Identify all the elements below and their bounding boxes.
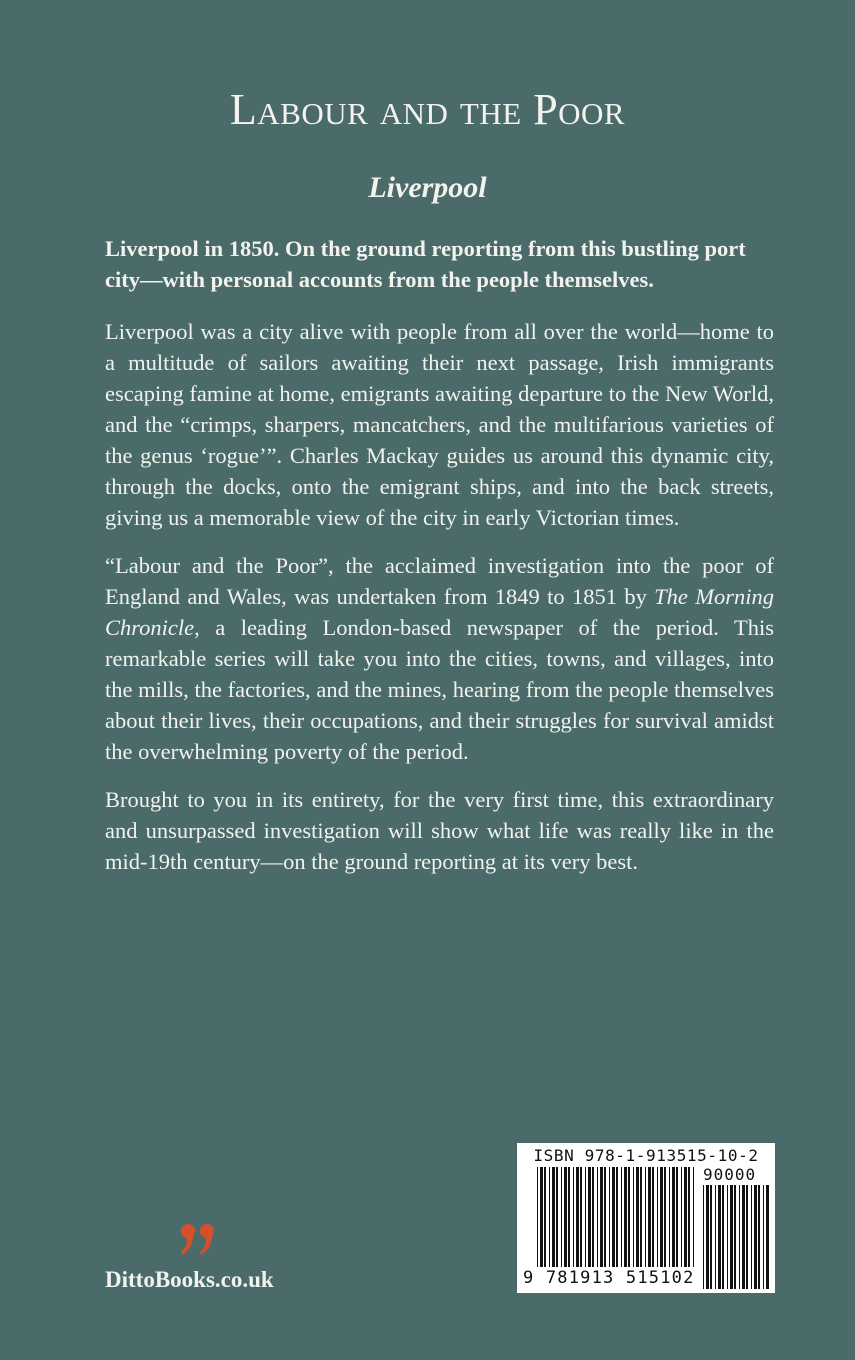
- book-subtitle: Liverpool: [368, 171, 487, 204]
- barcode-bar: [564, 1167, 567, 1267]
- isbn-barcode: [517, 1143, 775, 1293]
- barcode-bar: [561, 1167, 562, 1267]
- barcode-bar: [715, 1185, 716, 1289]
- barcode-bar: [727, 1185, 728, 1289]
- barcode-bar: [660, 1167, 663, 1267]
- barcode-bar: [597, 1167, 598, 1267]
- barcode-bar: [652, 1167, 654, 1267]
- barcode-bar: [633, 1167, 634, 1267]
- barcode-bar: [585, 1167, 586, 1267]
- barcode-bar: [672, 1167, 675, 1267]
- quote-mark-icon: [180, 1222, 220, 1256]
- barcode-bar: [609, 1167, 610, 1267]
- barcode-bar: [766, 1185, 769, 1289]
- barcode-bar: [742, 1185, 745, 1289]
- barcode-bar: [718, 1185, 721, 1289]
- barcode-bar: [657, 1167, 658, 1267]
- barcode-bar: [628, 1167, 630, 1267]
- barcode-bar: [645, 1167, 646, 1267]
- paragraph-2-start: “Labour and the Poor”, the acclaimed investigation into the poor of England and Wales, was undertaken from 1849 to 1851 by: [105, 553, 774, 609]
- barcode-bar: [681, 1167, 682, 1267]
- barcode-bar: [604, 1167, 606, 1267]
- lead-paragraph: Liverpool in 1850. On the ground reporting from this bustling port city—with personal accounts from the people themselves.: [105, 236, 746, 292]
- barcode-bar: [688, 1167, 690, 1267]
- barcode-bar: [556, 1167, 558, 1267]
- ean-digits: 9 781913 515102: [523, 1268, 695, 1288]
- publisher-url[interactable]: DittoBooks.co.uk: [105, 1267, 274, 1292]
- barcode-bar: [540, 1167, 543, 1267]
- barcode-bar: [636, 1167, 639, 1267]
- barcode-bar: [734, 1185, 736, 1289]
- barcode-bar: [722, 1185, 724, 1289]
- barcode-bar: [664, 1167, 666, 1267]
- barcode-bar: [703, 1185, 704, 1289]
- barcode-bar: [758, 1185, 760, 1289]
- barcode-bar: [746, 1185, 748, 1289]
- barcode-bar: [600, 1167, 603, 1267]
- newspaper-name: The Morning Chronicle: [105, 584, 774, 640]
- barcode-bar: [693, 1167, 694, 1267]
- paragraph-2-end: , a leading London-based newspaper of the period. This remarkable series will take you into the cities, towns, and villages, into the mills, the factories, and the mines, hearing from the people themselves about their lives, their occupations, and their struggles for survival amidst the overwhelming poverty of the period.: [105, 615, 774, 764]
- barcode-bar: [544, 1167, 546, 1267]
- blurb: [105, 233, 774, 894]
- blurb-paragraph-3: Brought to you in its entirety, for the very first time, this extraordinary and unsurpassed investigation will show what life was really like in the mid-19th century—on the ground reporting at its very best.: [105, 787, 774, 874]
- barcode-bar: [573, 1167, 574, 1267]
- barcode-bar: [580, 1167, 582, 1267]
- isbn-label: ISBN 978-1-913515-10-2: [533, 1146, 759, 1165]
- barcode-bar: [669, 1167, 670, 1267]
- blurb-paragraph-2: [105, 550, 774, 767]
- barcode-bar: [592, 1167, 594, 1267]
- blurb-paragraph-1: Liverpool was a city alive with people from all over the world—home to a multitude of sailors awaiting their next passage, Irish immigrants escaping famine at home, emigrants awaiting departure to the New World, and the “crimps, sharpers, mancatchers, and the multifarious varieties of the genus ‘rogue’”. Charles Mackay guides us around this dynamic city, through the docks, onto the emigrant ships, and into the back streets, giving us a memorable view of the city in early Victorian times.: [105, 319, 774, 530]
- book-title: Labour and the Poor: [229, 85, 626, 134]
- barcode-bar: [710, 1185, 712, 1289]
- barcode-bar: [763, 1185, 764, 1289]
- barcode-bar: [537, 1167, 538, 1267]
- barcode-bar: [621, 1167, 622, 1267]
- barcode-bar: [676, 1167, 678, 1267]
- barcode-bar: [751, 1185, 752, 1289]
- barcode-bar: [588, 1167, 591, 1267]
- barcode-bar: [552, 1167, 555, 1267]
- barcode-bar: [576, 1167, 579, 1267]
- barcode-bar: [706, 1185, 709, 1289]
- barcode-bar: [549, 1167, 550, 1267]
- barcode-bar: [730, 1185, 733, 1289]
- barcode-bar: [624, 1167, 627, 1267]
- barcode-bar: [612, 1167, 615, 1267]
- barcode-bar: [648, 1167, 651, 1267]
- barcode-bar: [739, 1185, 740, 1289]
- barcode-bar: [640, 1167, 642, 1267]
- barcode-bar: [616, 1167, 618, 1267]
- barcode-addon-digits: 90000: [703, 1165, 757, 1184]
- barcode-bar: [568, 1167, 570, 1267]
- barcode-bar: [754, 1185, 757, 1289]
- barcode-bar: [684, 1167, 687, 1267]
